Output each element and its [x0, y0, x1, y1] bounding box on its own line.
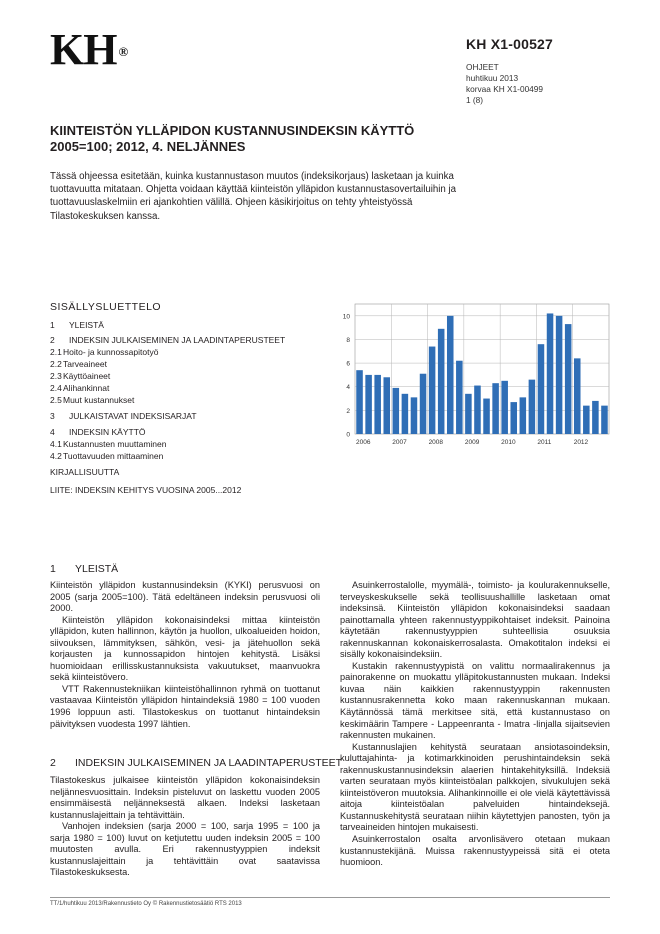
toc-item[interactable] [50, 347, 158, 357]
y-tick-label: 6 [346, 360, 350, 368]
bar [565, 324, 572, 434]
document-code: KH X1-00527 [466, 36, 554, 52]
y-tick-label: 2 [346, 407, 350, 415]
paragraph: Vanhojen indeksien (sarja 2000 = 100, sarja 1995 = 100 ja sarja 1980 = 100) luvut on ketjutettu uuden indeksin 2005 = 100 muutosten avulla. Eri rakennustyyppien indeksit kustannuslajeittain ja tehtävittäin ovat saatavissa Tilastokeskuksesta. [50, 821, 320, 878]
y-tick-label: 4 [346, 384, 350, 392]
toc-label: Alihankinnat [63, 383, 110, 393]
bar [411, 397, 418, 434]
bar [529, 380, 536, 434]
section-title: INDEKSIN JULKAISEMINEN JA LAADINTAPERUSTEET [75, 757, 343, 769]
toc-num: 4.2 [50, 451, 62, 461]
x-tick-label: 2008 [428, 439, 444, 446]
toc-label: Hoito- ja kunnossapitotyö [63, 347, 159, 357]
title-line-2: 2005=100; 2012, 4. NELJÄNNES [50, 138, 246, 154]
toc-num: 2.4 [50, 383, 62, 393]
toc-num: 4 [50, 427, 55, 437]
paragraph: Kustakin rakennustyypistä on valittu normaalirakennus ja painorakenne on muokattu ylläpitokustannusten mukaan. Indeksi kuvaa näin kaikkien rakennustyyppin rakennusten kustannusrakennetta koko maan rakennuskannan mukaan. Käytännössä tämä merkitsee sitä, että kustannustaso on keskimäärin Tampere - Lappeenranta - Imatra -linjalla sijaitsevien rakennusten mukainen. [340, 660, 610, 741]
bar [447, 316, 454, 434]
section-number: 2 [50, 757, 56, 769]
paragraph: Kiinteistön ylläpidon kokonaisindeksi mittaa kiinteistön ylläpidon, kuten hallinnon, käytön ja huollon, ulkoalueiden hoidon, siivouksen, lämmityksen, sähkön, vesi- ja jätehuollon sekä korjausten ja kunnossapidon hintojen kehitystä. Lisäksi huomioidaan erillisskustannuksista vakuutukset, maanvuokra sekä kiinteistövero. [50, 614, 320, 683]
toc-label: Käyttöaineet [63, 371, 111, 381]
toc-num: 2.5 [50, 395, 62, 405]
meta-date: huhtikuu 2013 [466, 73, 519, 83]
section-1-text [50, 580, 320, 730]
toc-item[interactable] [50, 383, 109, 393]
section-2-text [50, 775, 320, 879]
section-heading [50, 563, 118, 575]
right-column-text [340, 580, 610, 869]
toc-item[interactable] [50, 371, 110, 381]
paragraph: Kiinteistön ylläpidon kustannusindeksin (KYKI) perusvuosi on 2005 (sarja 2005=100). Tätä edeltäneen indeksin perusvuosi oli 2000. [50, 580, 320, 614]
toc-label: INDEKSIN JULKAISEMINEN JA LAADINTAPERUSTEET [69, 335, 286, 345]
bar [601, 406, 608, 434]
meta-page: 1 (8) [466, 95, 484, 105]
bar [438, 329, 445, 434]
toc-label: Muut kustannukset [63, 395, 135, 405]
y-tick-label: 8 [346, 336, 350, 344]
bar [474, 386, 481, 434]
meta-type: OHJEET [466, 62, 499, 72]
bar [520, 397, 527, 434]
toc-num: 1 [50, 320, 55, 330]
meta-replaces: korvaa KH X1-00499 [466, 84, 544, 94]
bar [501, 381, 508, 434]
document-meta [466, 62, 543, 106]
bar [547, 313, 554, 434]
section-number: 1 [50, 563, 56, 575]
paragraph: Kustannuslajien kehitystä seurataan ansiotasoindeksin, kuluttajahinta- ja kotimarkkinoiden perushintaindeksin sekä rakennuskustannusindeksin alaerien hintakehityksillä. Indeksiä varten seurataan myös kiinteistöalan palkkojen, sivukulujen sekä kiinteistöveron muutoksia. Alihankinnoille ei ole vielä käytettävissä aitoja kiinteistöalan palveluiden hintaindeksejä. Kustannuskehitystä seurataan niihin käytettyjen panosten, työn ja tarveaineiden hintojen mukaisesti. [340, 741, 610, 833]
bar [510, 402, 517, 434]
title-line-1: KIINTEISTÖN YLLÄPIDON KUSTANNUSINDEKSIN KÄYTTÖ [50, 123, 415, 138]
bar [420, 374, 427, 434]
x-tick-label: 2009 [464, 439, 480, 446]
footer-rule [50, 897, 610, 898]
logo-text: KH [50, 25, 117, 74]
bar [583, 406, 590, 434]
toc-num: 4.1 [50, 439, 62, 449]
bar [356, 370, 363, 434]
toc-heading: SISÄLLYSLUETTELO [50, 301, 162, 313]
section-title: YLEISTÄ [75, 563, 119, 575]
bar [374, 375, 381, 434]
toc-label: LIITE: INDEKSIN KEHITYS VUOSINA 2005...2012 [50, 485, 242, 495]
kh-logo [50, 25, 128, 74]
toc-item[interactable] [50, 359, 107, 369]
toc-num: 2.1 [50, 347, 62, 357]
footer-text: TT/1/huhtikuu 2013/Rakennustieto Oy © Rakennustietosäätiö RTS 2013 [50, 901, 242, 907]
index-bar-chart [335, 302, 615, 454]
toc-label: Kustannusten muuttaminen [63, 439, 167, 449]
toc-item[interactable] [50, 320, 104, 330]
toc-num: 2.2 [50, 359, 62, 369]
toc-label: YLEISTÄ [69, 320, 104, 330]
toc-label: Tuottavuuden mittaaminen [63, 451, 164, 461]
toc-item[interactable] [50, 451, 163, 461]
section-heading [50, 757, 342, 769]
bar [429, 347, 436, 434]
bar [492, 383, 499, 434]
document-title [50, 123, 490, 154]
bar [483, 399, 490, 434]
bar [402, 394, 409, 434]
bar [393, 388, 400, 434]
paragraph: Tilastokeskus julkaisee kiinteistön ylläpidon kokonaisindeksin neljännesvuosittain. Indeksin pisteluvut on laskettu vuoden 2005 ensimmäisestä neljänneksestä alkaen. Indeksi lasketaan kustannuslajeittain ja tehtävittäin. [50, 775, 320, 820]
toc-num: 2 [50, 335, 55, 345]
y-tick-label: 10 [342, 313, 350, 321]
intro-paragraph: Tässä ohjeessa esitetään, kuinka kustannustason muutos (indeksikorjaus) lasketaan ja kuinka tuottavuutta mitataan. Ohjetta voidaan käyttää kiinteistön ylläpidon kustannustasovertailuihin ja tuottavuuslaskelmiin eri ajankohtien välillä. Ohjeen käsikirjoitus on tehty yhteistyössä Tilastokeskuksen kanssa. [50, 171, 457, 222]
toc-num: 3 [50, 411, 55, 421]
toc-item[interactable] [50, 467, 119, 477]
toc-item[interactable] [50, 335, 285, 345]
bar [556, 316, 563, 434]
x-tick-label: 2012 [573, 439, 589, 446]
x-tick-label: 2007 [392, 439, 407, 446]
bar [383, 377, 390, 434]
toc-item[interactable] [50, 395, 134, 405]
bar [465, 394, 472, 434]
paragraph: Asuinkerrostalolle, myymälä-, toimisto- ja koulurakennukselle, terveyskeskukselle sekä teollisuushallille lasketaan omat indeksinsä. Kiinteistön ylläpidon kokonaisindeksi saadaan painottamalla yhteen rakennustyyppikohtaiset indeksit. Painoina käytetään rakennustyyppien suhteellisia osuuksia rakennuskannan kokonaiskerrosalasta. Omakotitalon indeksi ei sisälly kokonaisindeksiin. [340, 580, 610, 660]
y-tick-label: 0 [346, 431, 350, 439]
toc-num: 2.3 [50, 371, 62, 381]
bar [456, 361, 463, 434]
registered-mark: ® [118, 44, 128, 59]
toc-item[interactable] [50, 427, 146, 437]
bar [365, 375, 372, 434]
x-tick-label: 2011 [537, 439, 552, 446]
bar [538, 344, 545, 434]
paragraph: Asuinkerrostalon osalta arvonlisävero otetaan mukaan kustannustekijänä. Muissa rakennustyypeissä sitä ei oteta huomioon. [340, 834, 610, 868]
paragraph: VTT Rakennustekniikan kiinteistöhallinnon ryhmä on tuottanut vastaavaa Kiinteistön ylläpidon hintaindeksiä 1980 = 100 vuoden 1996 loppuun asti. Tilastokeskus on tuottanut hintaindeksin päivityksen vuodesta 1997 lähtien. [50, 683, 320, 729]
toc-item[interactable] [50, 411, 197, 421]
toc-item[interactable] [50, 485, 241, 495]
toc-item[interactable] [50, 439, 166, 449]
toc-label: KIRJALLISUUTTA [50, 467, 120, 477]
bar [592, 401, 599, 434]
x-tick-label: 2006 [356, 439, 371, 446]
toc-label: JULKAISTAVAT INDEKSISARJAT [69, 411, 197, 421]
x-tick-label: 2010 [501, 439, 516, 446]
toc-label: Tarveaineet [63, 359, 107, 369]
bar [574, 358, 581, 434]
toc-label: INDEKSIN KÄYTTÖ [69, 427, 146, 437]
